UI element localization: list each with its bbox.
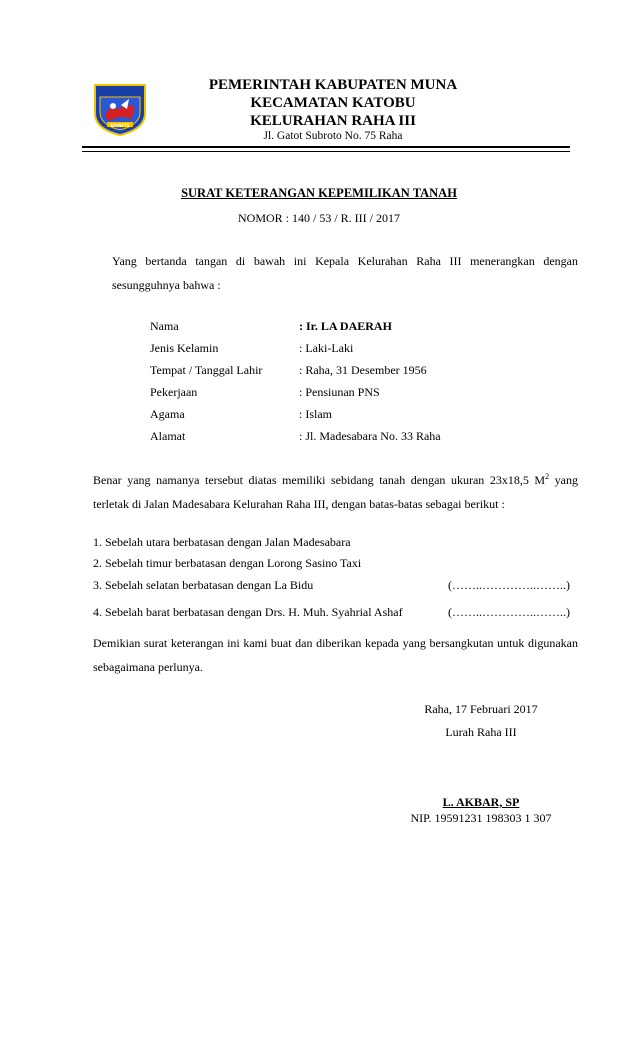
detail-label: Jenis Kelamin <box>150 341 219 355</box>
detail-value-gender: : Laki-Laki <box>299 341 354 355</box>
signatory-name: L. AKBAR, SP <box>442 795 520 809</box>
signatory-nip: NIP. 19591231 198303 1 307 <box>410 811 552 825</box>
detail-value-occupation: : Pensiunan PNS <box>299 385 380 399</box>
intro-paragraph: Yang bertanda tangan di bawah ini Kepala Kelurahan Raha III menerangkan dengan sesungguhnya bahwa : <box>112 254 578 292</box>
letterhead-address: Jl. Gatot Subroto No. 75 Raha <box>263 130 403 142</box>
detail-value-address: : Jl. Madesabara No. 33 Raha <box>299 429 441 443</box>
boundary-blank-west: (……..…………..……..) <box>448 605 570 619</box>
statement-part-2: yang terletak di Jalan Madesabara Kelurahan Raha III, dengan batas-batas sebagai berikut : <box>93 473 579 511</box>
emblem-bottom-text: SOWITE <box>110 124 130 129</box>
detail-label: Tempat / Tanggal Lahir <box>150 363 263 377</box>
detail-label: Nama <box>150 319 179 333</box>
letterhead-government: PEMERINTAH KABUPATEN MUNA <box>208 77 458 93</box>
signature-position: Lurah Raha III <box>445 725 517 739</box>
boundary-item-south: 3. Sebelah selatan berbatasan dengan La Bidu <box>93 578 314 592</box>
letterhead-thin-rule <box>82 151 570 152</box>
detail-label: Pekerjaan <box>150 385 198 399</box>
boundary-blank-south: (……..…………..……..) <box>448 578 570 592</box>
land-statement-paragraph <box>93 465 578 516</box>
detail-value-birth: : Raha, 31 Desember 1956 <box>299 363 427 377</box>
statement-superscript: 2 <box>545 472 550 481</box>
boundary-item-west: 4. Sebelah barat berbatasan dengan Drs. H. Muh. Syahrial Ashaf <box>93 605 403 619</box>
closing-paragraph: Demikian surat keterangan ini kami buat dan diberikan kepada yang bersangkutan untuk digunakan sebagaimana perlunya. <box>93 636 578 674</box>
detail-value-name: : Ir. LA DAERAH <box>299 319 392 333</box>
letterhead-village: KELURAHAN RAHA III <box>250 113 416 129</box>
letterhead-district: KECAMATAN KATOBU <box>250 95 416 111</box>
document-title: SURAT KETERANGAN KEPEMILIKAN TANAH <box>181 186 457 200</box>
detail-value-religion: : Islam <box>299 407 332 421</box>
detail-label: Alamat <box>150 429 186 443</box>
letterhead-thick-rule <box>82 146 570 148</box>
boundary-item-east: 2. Sebelah timur berbatasan dengan Lorong Sasino Taxi <box>93 556 362 570</box>
statement-part-1: Benar yang namanya tersebut diatas memiliki sebidang tanah dengan ukuran 23x18,5 M <box>93 473 546 487</box>
emblem-top-text: KABUPATEN MUNA <box>96 81 144 86</box>
boundary-item-north: 1. Sebelah utara berbatasan dengan Jalan Madesabara <box>93 535 351 549</box>
signature-place-date: Raha, 17 Februari 2017 <box>424 702 538 716</box>
document-number: NOMOR : 140 / 53 / R. III / 2017 <box>238 211 400 225</box>
detail-label: Agama <box>150 407 185 421</box>
